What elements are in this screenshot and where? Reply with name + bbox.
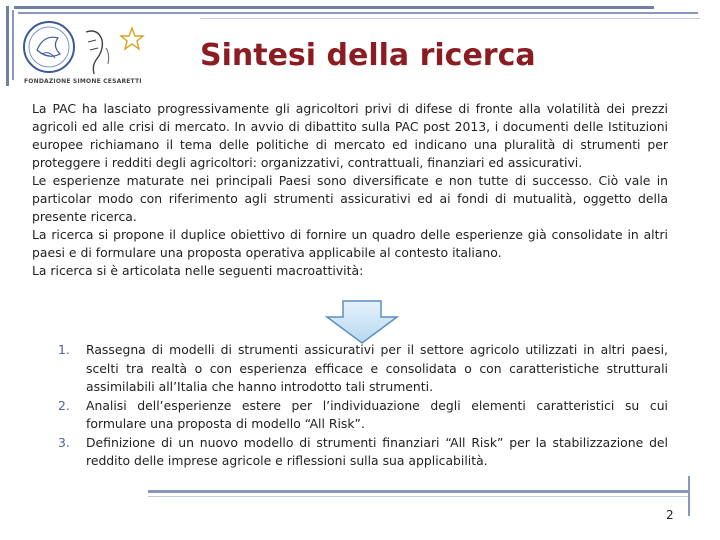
page-number: 2 [666,508,674,522]
paragraph: Le esperienze maturate nei principali Paesi sono diversificate e non tutte di successo. Ciò vale in particolar modo con riferimento agli strumenti assicurativi ed ai fondi di mutualità, oggetto della presente ricerca. [32,173,668,224]
frame-line [688,476,690,516]
list-item-text: Analisi dell’esperienze estere per l’individuazione degli elementi caratteristici su cui formulare una proposta di modello “All Risk”. [86,397,668,431]
list-item-number: 3. [58,434,70,450]
list-item [58,397,668,434]
list-item [58,434,668,471]
frame-line [6,6,9,86]
list-item-number: 2. [58,397,70,413]
page-title: Sintesi della ricerca [200,38,536,73]
frame-line [18,12,698,14]
down-arrow-icon [325,299,399,345]
frame-line [200,18,700,19]
activities-list [58,341,668,471]
paragraph: La PAC ha lasciato progressivamente gli agricoltori privi di difese di fronte alla volatilità dei prezzi agricoli ed alle crisi di mercato. In avvio di dibattito sulla PAC post 2013, i documenti delle Istituzioni europee richiamano il tema delle politiche di mercato ed indicano una pluralità di strumenti per proteggere i redditi degli agricoltori: organizzativi, contrattuali, finanziari ed assicurativi. [32,101,668,170]
list-item-text: Rassegna di modelli di strumenti assicurativi per il settore agricolo utilizzati in altri paesi, scelti tra realtà o con esperienza efficace e consolidata o con caratteristiche strutturali assimilabili all’Italia che hanno introdotto tali strumenti. [86,342,668,394]
foundation-logo-icon [22,20,150,78]
frame-line [148,490,688,493]
logo-caption: FONDAZIONE SIMONE CESARETTI [24,78,142,85]
frame-line [12,10,14,80]
list-item-number: 1. [58,342,70,357]
frame-line [14,6,654,9]
paragraph: La ricerca si è articolata nelle seguenti macroattività: [32,263,364,278]
paragraph: La ricerca si propone il duplice obiettivo di fornire un quadro delle esperienze già consolidate in altri paesi e di formulare una proposta operativa applicabile al contesto italiano. [32,227,668,260]
list-item [58,341,668,397]
body-text [32,100,668,280]
frame-line [148,496,688,497]
list-item-text: Definizione di un nuovo modello di strumenti finanziari “All Risk” per la stabilizzazione del reddito delle imprese agricole e riflessioni sulla sua applicabilità. [86,434,668,468]
